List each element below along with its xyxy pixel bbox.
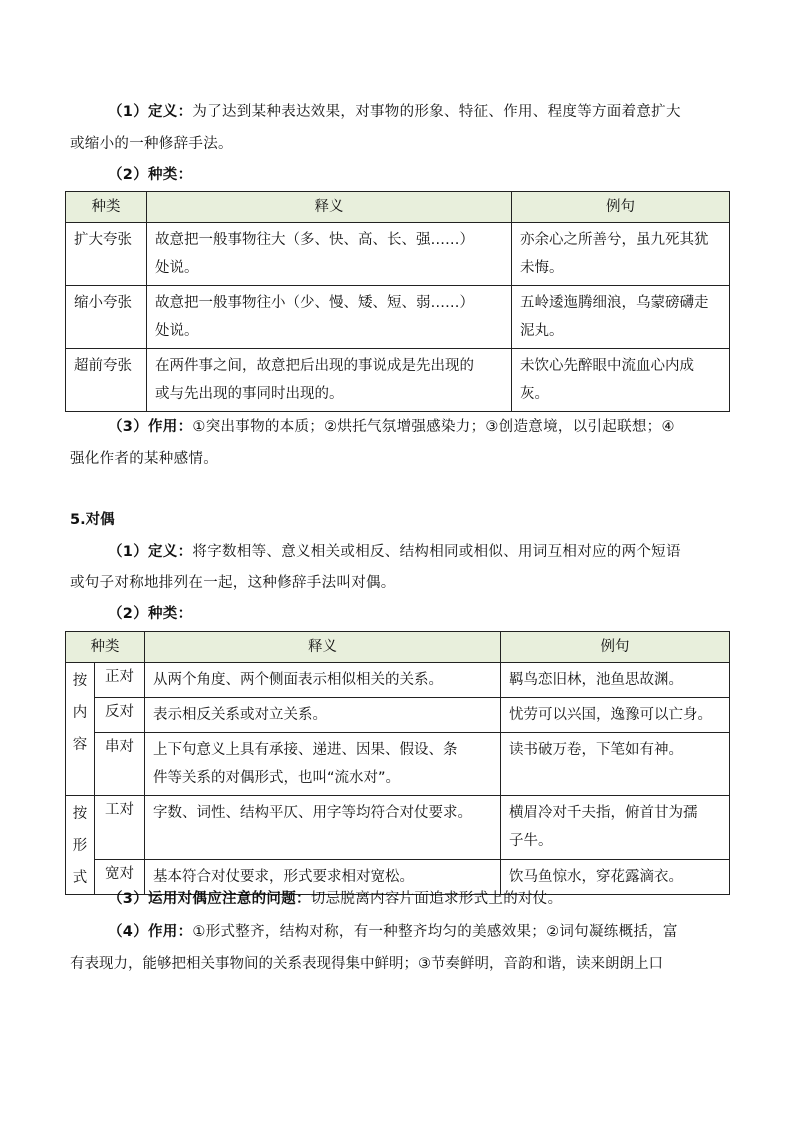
- header-type: 种类: [66, 192, 147, 223]
- example-line-1: 横眉冷对千夫指，俯首甘为孺: [509, 805, 698, 821]
- table-row: [66, 223, 730, 286]
- example-line-1: 五岭逶迤腾细浪，乌蒙磅礴走: [520, 295, 709, 311]
- row-meaning: 基本符合对仗要求，形式要求相对宽松。: [145, 859, 501, 894]
- row-meaning: [147, 223, 512, 286]
- antithesis-definition-text: 将字数相等、意义相关或相反、结构相同或相似、用词互相对应的两个短语: [192, 544, 681, 560]
- row-example: 读书破万卷，下笔如有神。: [501, 733, 730, 796]
- row-example: [512, 286, 730, 349]
- hyperbole-table: [65, 191, 730, 412]
- row-subtype: 串对: [95, 733, 145, 796]
- row-meaning: [145, 733, 501, 796]
- row-subtype: 宽对: [95, 859, 145, 894]
- meaning-line-2: 处说。: [155, 260, 199, 276]
- antithesis-function-label: （4）作用：: [108, 924, 193, 940]
- table-row: [66, 796, 730, 860]
- header-example: 例句: [512, 192, 730, 223]
- row-example: [512, 349, 730, 412]
- hyperbole-definition-label: （1）定义：: [108, 104, 193, 120]
- group-by-form: [66, 796, 95, 895]
- antithesis-definition-line-1: [108, 538, 681, 566]
- meaning-line-1: 故意把一般事物往大（多、快、高、长、强……）: [155, 232, 474, 248]
- group-char: 按: [72, 673, 88, 689]
- row-meaning: 从两个角度、两个侧面表示相似相关的关系。: [145, 663, 501, 698]
- header-meaning: 释义: [147, 192, 512, 223]
- meaning-line-2: 件等关系的对偶形式，也叫“流水对”。: [153, 770, 401, 786]
- meaning-line-2: 或与先出现的事同时出现的。: [155, 386, 344, 402]
- hyperbole-definition-line-2: 或缩小的一种修辞手法。: [70, 136, 233, 152]
- meaning-line-1: 在两件事之间，故意把后出现的事说成是先出现的: [155, 358, 474, 374]
- antithesis-function-line-2: 有表现力，能够把相关事物间的关系表现得集中鲜明；③节奏鲜明，音韵和谐，读来朗朗上口: [70, 956, 663, 972]
- example-line-2: 灰。: [520, 386, 549, 402]
- group-char: 内: [72, 705, 88, 721]
- hyperbole-function-label: （3）作用：: [108, 419, 193, 435]
- row-type: 缩小夸张: [66, 286, 147, 349]
- row-subtype: 反对: [95, 698, 145, 733]
- row-type: 超前夸张: [66, 349, 147, 412]
- row-meaning: [147, 349, 512, 412]
- row-example: 羁鸟恋旧林，池鱼思故渊。: [501, 663, 730, 698]
- meaning-line-2: 处说。: [155, 323, 199, 339]
- table-header-row: [66, 192, 730, 223]
- antithesis-definition-label: （1）定义：: [108, 544, 193, 560]
- meaning-line-1: 故意把一般事物往小（少、慢、矮、短、弱……）: [155, 295, 474, 311]
- row-type: 扩大夸张: [66, 223, 147, 286]
- table-header-row: [66, 632, 730, 663]
- table-row: [66, 733, 730, 796]
- header-type: 种类: [66, 632, 145, 663]
- row-subtype: 正对: [95, 663, 145, 698]
- row-meaning: 字数、词性、结构平仄、用字等均符合对仗要求。: [145, 796, 501, 860]
- antithesis-note-label: （3）运用对偶应注意的问题：: [108, 891, 311, 907]
- group-char: 容: [72, 737, 88, 753]
- example-line-2: 未悔。: [520, 260, 564, 276]
- antithesis-function-line-1: [108, 918, 678, 946]
- hyperbole-types-label: （2）种类：: [108, 167, 193, 183]
- hyperbole-function-line-2: 强化作者的某种感情。: [70, 451, 218, 467]
- group-char: 按: [72, 806, 88, 822]
- antithesis-definition-line-2: 或句子对称地排列在一起，这种修辞手法叫对偶。: [70, 575, 396, 591]
- hyperbole-definition-line-1: [108, 98, 681, 126]
- antithesis-note-line: [108, 885, 562, 913]
- antithesis-table: [65, 631, 730, 895]
- header-example: 例句: [501, 632, 730, 663]
- group-by-content: [66, 663, 95, 796]
- meaning-line-1: 上下句意义上具有承接、递进、因果、假设、条: [153, 742, 458, 758]
- antithesis-types-label: （2）种类：: [108, 606, 193, 622]
- row-example: 饮马鱼惊水，穿花露滴衣。: [501, 859, 730, 894]
- row-meaning: [147, 286, 512, 349]
- section-heading-antithesis: 5.对偶: [70, 512, 115, 528]
- example-line-2: 子牛。: [509, 833, 553, 849]
- table-row: [66, 698, 730, 733]
- example-line-2: 泥丸。: [520, 323, 564, 339]
- row-example: [501, 796, 730, 860]
- example-line-1: 未饮心先醉眼中流血心内成: [520, 358, 694, 374]
- table-row: [66, 286, 730, 349]
- row-meaning: 表示相反关系或对立关系。: [145, 698, 501, 733]
- antithesis-note-text: 切忌脱离内容片面追求形式上的对仗。: [310, 891, 563, 907]
- row-example: [512, 223, 730, 286]
- group-char: 式: [72, 870, 88, 886]
- group-char: 形: [72, 838, 88, 854]
- header-meaning: 释义: [145, 632, 501, 663]
- row-example: 忧劳可以兴国，逸豫可以亡身。: [501, 698, 730, 733]
- hyperbole-function-line-1: [108, 413, 675, 441]
- table-row: [66, 349, 730, 412]
- hyperbole-function-text: ①突出事物的本质；②烘托气氛增强感染力；③创造意境，以引起联想；④: [192, 419, 675, 435]
- antithesis-function-text: ①形式整齐，结构对称，有一种整齐均匀的美感效果；②词句凝练概括，富: [192, 924, 678, 940]
- table-row: [66, 663, 730, 698]
- row-subtype: 工对: [95, 796, 145, 860]
- hyperbole-definition-text: 为了达到某种表达效果，对事物的形象、特征、作用、程度等方面着意扩大: [192, 104, 681, 120]
- example-line-1: 亦余心之所善兮，虽九死其犹: [520, 232, 709, 248]
